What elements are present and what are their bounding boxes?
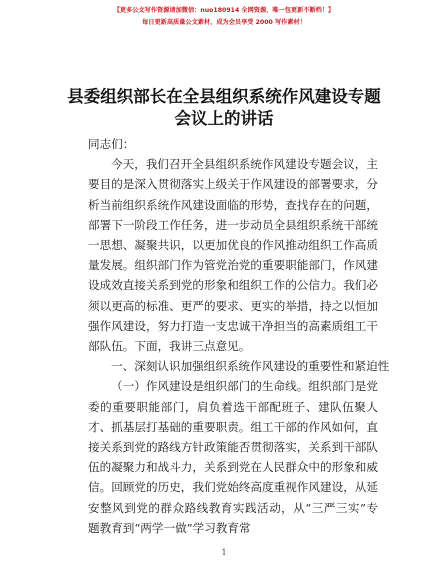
body-paragraph-2: （一）作风建设是组织部门的生命线。组织部门是党委的重要职能部门，肩负着选干部配班子、建队伍聚人才、抓基层打基础的重要职责。组工干部的作风如何，直接关系到党的路线方针政策能否贯彻落实，关系到干部队伍的凝聚力和战斗力，关系到党在人民群众中的形象和威信。回顾党的历史，我们党始终高度重视作风建设，从延安整风到党的群众路线教育实践活动，从“三严三实”专题教育到“两学一做”学习教育常 xyxy=(88,379,378,535)
document-title: 县委组织部长在全县组织系统作风建设专题会议上的讲话 xyxy=(67,87,381,128)
salutation: 同志们： xyxy=(88,137,135,151)
document-body xyxy=(88,134,390,538)
promo-banner-line-2: 每日更新高质量公文素材，成为会员享受 2000 写作素材！ xyxy=(142,19,306,26)
promo-banner-line-1: 【更多公文写作资源请加微信：nuo180914 全网资源，唯一包更新不断档！】 xyxy=(113,7,335,14)
promo-banner xyxy=(0,5,448,29)
page-number: 1 xyxy=(221,548,227,557)
opening-paragraph: 今天，我们召开全县组织系统作风建设专题会议，主要目的是深入贯彻落实上级关于作风建设的部署要求，分析当前组织系统作风建设面临的形势，查找存在的问题，部署下一阶段工作任务，进一步动员全县组织系统干部统一思想、凝聚共识，以更加优良的作风推动组织工作高质量发展。组织部门作为管党治党的重要职能部门，作风建设成效直接关系到党的形象和组织工作的公信力。我们必须以更高的标准、更严的要求、更实的举措，持之以恒加强作风建设，努力打造一支忠诚干净担当的高素质组工干部队伍。下面，我讲三点意见。 xyxy=(88,157,378,354)
section-heading-1: 一、深刻认识加强组织系统作风建设的重要性和紧迫性 xyxy=(111,359,390,374)
